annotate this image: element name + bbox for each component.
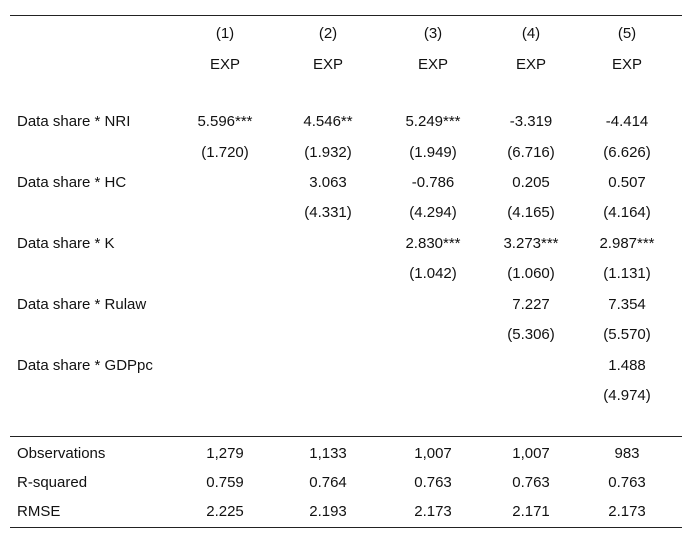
stat-label: Observations [17, 445, 106, 462]
row-label: Data share * Rulaw [17, 296, 147, 313]
stat-cell: 0.763 [414, 474, 452, 491]
coef-cell: 3.063 [309, 174, 347, 191]
se-cell: (5.570) [603, 326, 651, 343]
se-cell: (4.294) [409, 204, 457, 221]
se-cell: (5.306) [507, 326, 555, 343]
coef-cell: -4.414 [605, 113, 649, 130]
coef-cell: 7.354 [608, 296, 646, 313]
top-rule [10, 15, 682, 16]
dep-var: EXP [417, 56, 449, 73]
col-number: (2) [318, 25, 338, 42]
col-number: (4) [521, 25, 541, 42]
dep-var: EXP [515, 56, 547, 73]
coef-cell: 1.488 [608, 357, 646, 374]
se-cell: (1.720) [201, 144, 249, 161]
stat-cell: 2.171 [512, 503, 550, 520]
stat-cell: 2.173 [414, 503, 452, 520]
se-cell: (1.042) [409, 265, 457, 282]
stat-cell: 983 [614, 445, 640, 462]
coef-cell: 2.830*** [405, 235, 461, 252]
dep-var: EXP [312, 56, 344, 73]
se-cell: (1.932) [304, 144, 352, 161]
se-cell: (1.131) [603, 265, 651, 282]
se-cell: (1.060) [507, 265, 555, 282]
se-cell: (1.949) [409, 144, 457, 161]
se-cell: (6.626) [603, 144, 651, 161]
coef-cell: 0.507 [608, 174, 646, 191]
row-label: Data share * K [17, 235, 115, 252]
row-label: Data share * NRI [17, 113, 131, 130]
row-label: Data share * GDPpc [17, 357, 153, 374]
row-label: Data share * HC [17, 174, 127, 191]
coef-cell: 4.546** [303, 113, 353, 130]
stat-cell: 1,133 [309, 445, 347, 462]
se-cell: (6.716) [507, 144, 555, 161]
stat-cell: 0.763 [608, 474, 646, 491]
stat-cell: 2.225 [206, 503, 244, 520]
mid-rule [10, 436, 682, 437]
coef-cell: 5.249*** [405, 113, 461, 130]
coef-cell: -0.786 [411, 174, 455, 191]
stat-cell: 2.173 [608, 503, 646, 520]
stat-cell: 0.759 [206, 474, 244, 491]
coef-cell: 2.987*** [599, 235, 655, 252]
stat-cell: 0.764 [309, 474, 347, 491]
col-number: (1) [215, 25, 235, 42]
se-cell: (4.164) [603, 204, 651, 221]
stat-cell: 1,007 [512, 445, 550, 462]
dep-var: EXP [611, 56, 643, 73]
bottom-rule [10, 527, 682, 528]
col-number: (3) [423, 25, 443, 42]
col-number: (5) [617, 25, 637, 42]
se-cell: (4.331) [304, 204, 352, 221]
stat-cell: 1,007 [414, 445, 452, 462]
stat-label: RMSE [17, 503, 61, 520]
se-cell: (4.165) [507, 204, 555, 221]
se-cell: (4.974) [603, 387, 651, 404]
coef-cell: 3.273*** [503, 235, 559, 252]
coef-cell: 5.596*** [197, 113, 253, 130]
dep-var: EXP [209, 56, 241, 73]
coef-cell: 7.227 [512, 296, 550, 313]
coef-cell: 0.205 [512, 174, 550, 191]
stat-cell: 1,279 [206, 445, 244, 462]
stat-cell: 0.763 [512, 474, 550, 491]
stat-cell: 2.193 [309, 503, 347, 520]
stat-label: R-squared [17, 474, 88, 491]
coef-cell: -3.319 [509, 113, 553, 130]
